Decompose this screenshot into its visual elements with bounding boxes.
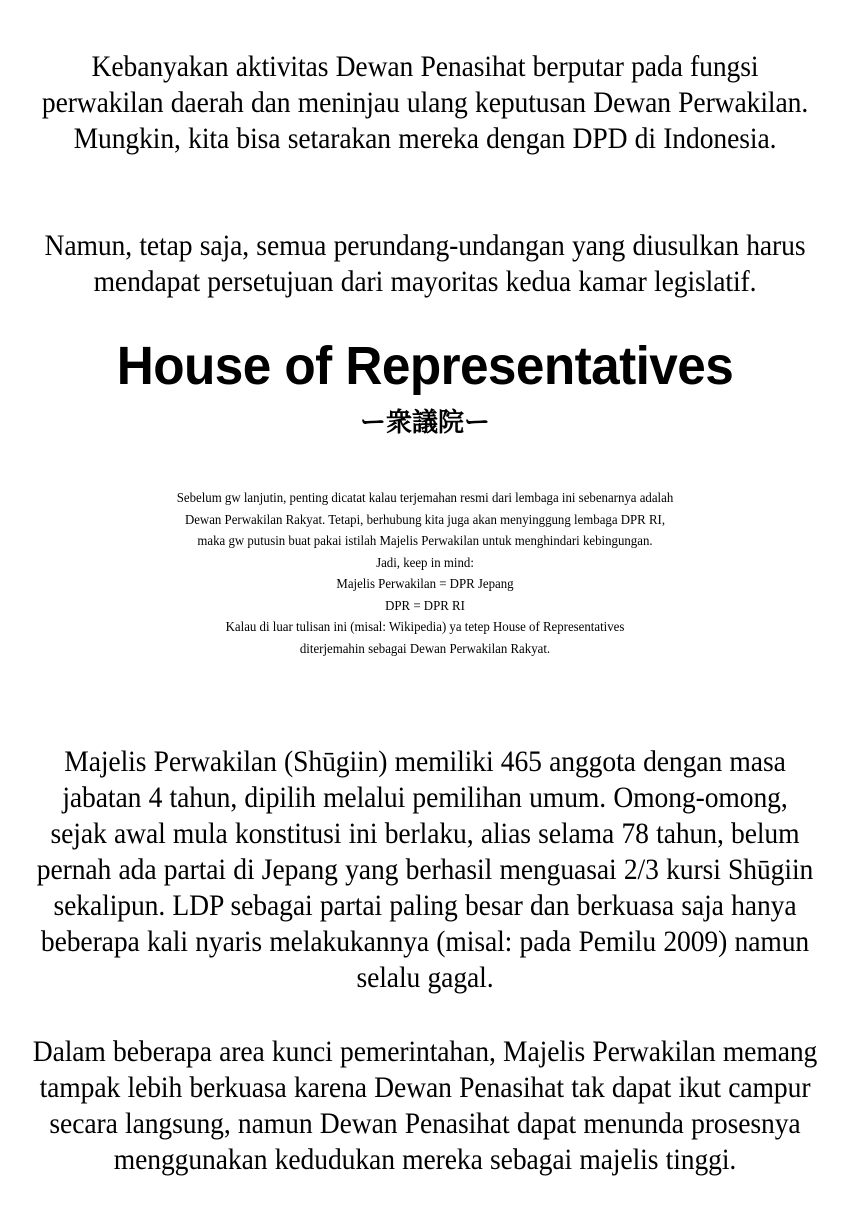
note-line: Sebelum gw lanjutin, penting dicatat kalau terjemahan resmi dari lembaga ini sebenarnya adalah [176,490,674,505]
translation-note-block [17,487,833,659]
note-line: diterjemahin sebagai Dewan Perwakilan Rakyat. [299,640,551,656]
note-line: maka gw putusin buat pakai istilah Majelis Perwakilan untuk menghindari kebingungan. [197,533,653,548]
paragraph-chamber-powers: Dalam beberapa area kunci pemerintahan, Majelis Perwakilan memang tampak lebih berkuasa karena Dewan Penasihat tak dapat ikut campur secara langsung, namun Dewan Penasihat dapat menunda prosesnya menggunakan kedudukan mereka sebagai majelis tinggi. [32,1035,818,1176]
paragraph-bicameral-approval: Namun, tetap saja, semua perundang-undangan yang diusulkan harus mendapat persetujuan dari mayoritas kedua kamar legislatif. [44,229,806,298]
paragraph-seats-and-terms: Majelis Perwakilan (Shūgiin) memiliki 465 anggota dengan masa jabatan 4 tahun, dipilih melalui pemilihan umum. Omong-omong, sejak awal mula konstitusi ini berlaku, alias selama 78 tahun, belum pernah ada partai di Jepang yang berhasil menguasai 2/3 kursi Shūgiin sekalipun. LDP sebagai partai paling besar dan berkuasa saja hanya beberapa kali nyaris melakukannya (misal: pada Pemilu 2009) namun selalu gagal. [36,745,814,994]
page-subtitle-japanese: ー衆議院ー [359,408,490,438]
note-line: Dewan Perwakilan Rakyat. Tetapi, berhubung kita juga akan menyinggung lembaga DPR RI, [184,511,666,527]
section-heading [0,337,850,440]
note-line: Majelis Perwakilan = DPR Jepang [336,576,514,591]
page-title: House of Representatives [116,336,734,396]
note-line: DPR = DPR RI [385,597,465,613]
note-line: Jadi, keep in mind: [376,554,474,570]
paragraph-advisory-council-role: Kebanyakan aktivitas Dewan Penasihat berputar pada fungsi perwakilan daerah dan meninjau ulang keputusan Dewan Perwakilan. Mungkin, kita bisa setarakan mereka dengan DPD di Indonesia. [41,50,809,155]
note-line: Kalau di luar tulisan ini (misal: Wikipedia) ya tetep House of Representatives [225,619,625,634]
